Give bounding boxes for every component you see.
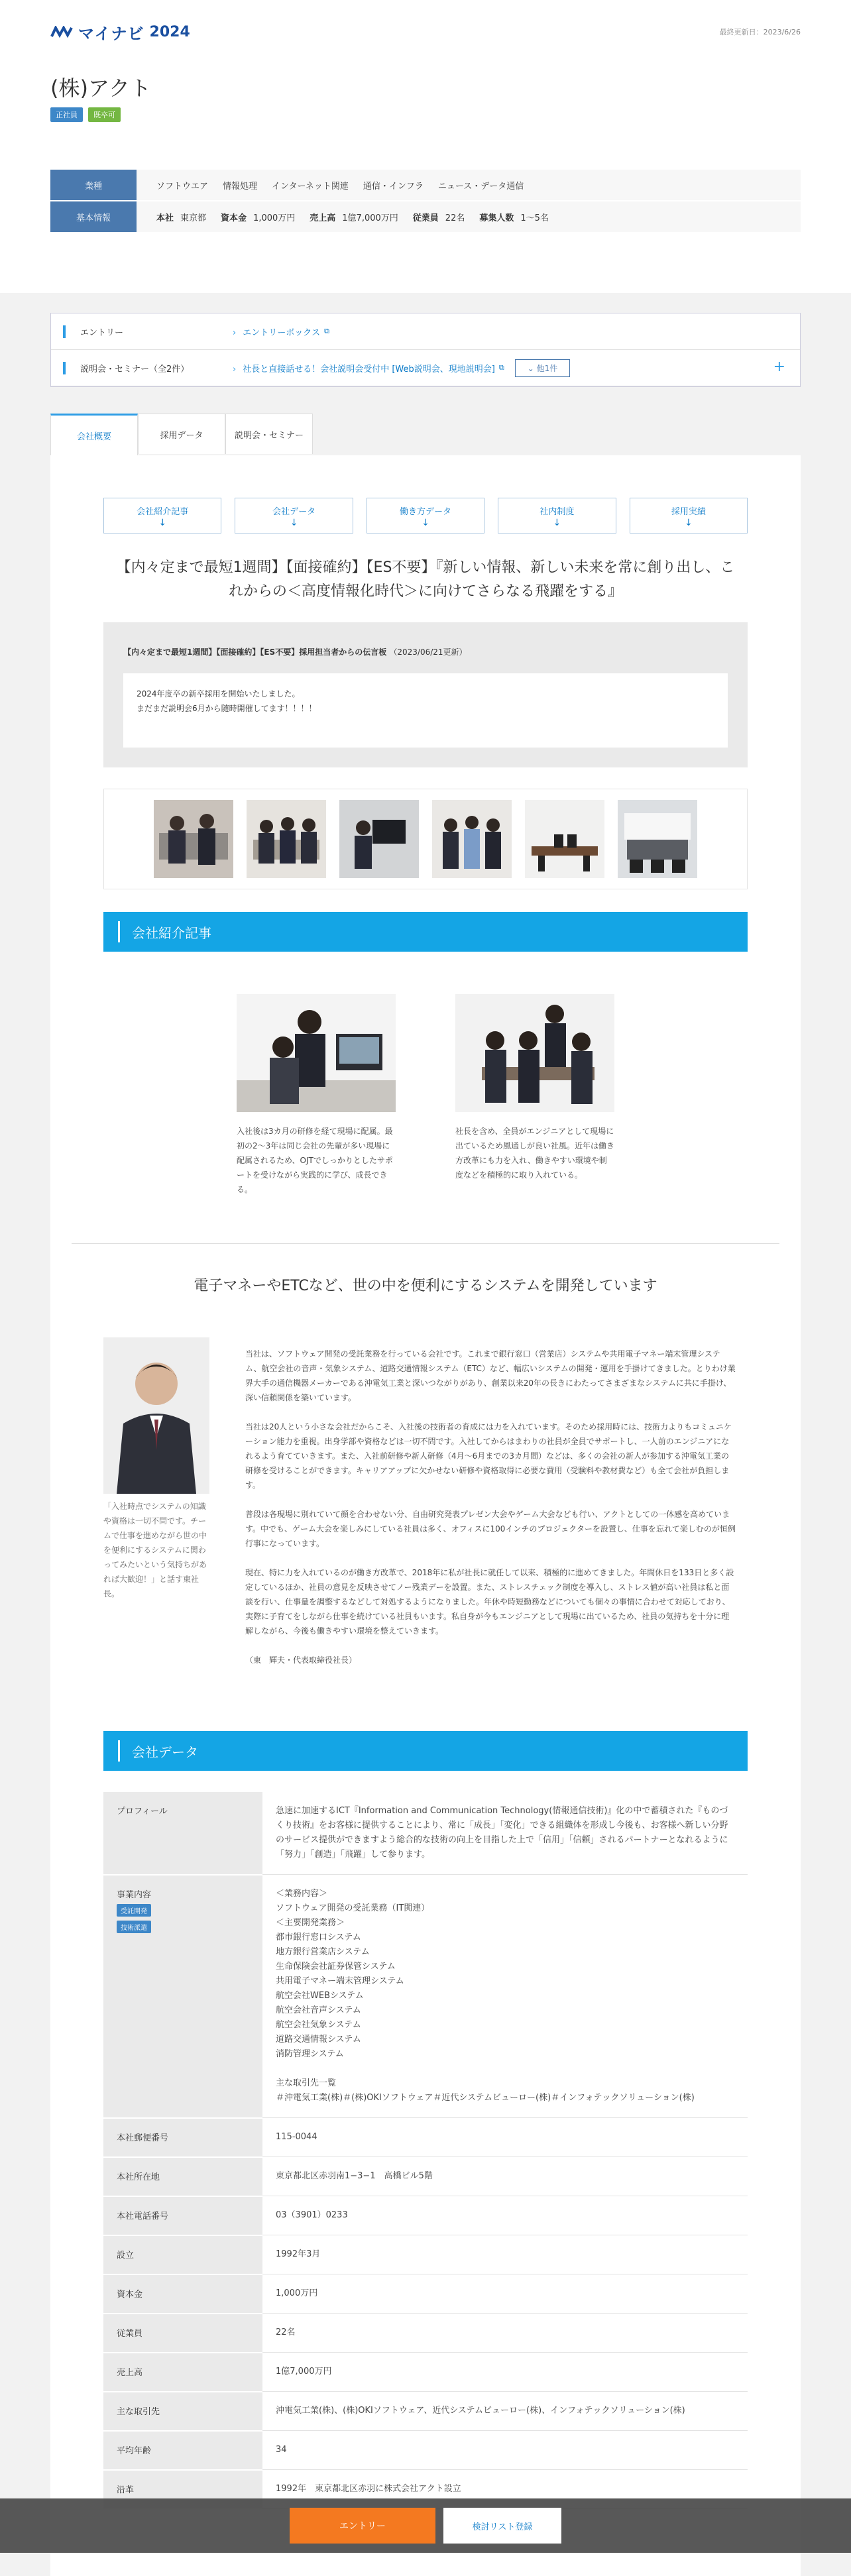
logo-year: 2024 [149,23,190,40]
office-photo [455,994,614,1112]
arrow-down-icon: ↓ [422,517,429,528]
catch-copy: 【内々定まで最短1週間】【面接確約】【ES不要】『新しい情報、新しい未来を常に創り出し、これからの＜高度情報化時代＞に向けてさらなる飛躍をする』 [116,559,735,600]
row-value: 03（3901）0233 [262,2196,748,2235]
tab-company-overview[interactable]: 会社概要 [50,414,138,455]
arrow-down-icon: ↓ [158,517,167,528]
row-label: 本社郵便番号 [103,2118,262,2157]
entry-button[interactable]: エントリー [290,2508,435,2544]
main-content [50,455,801,2576]
arrow-down-icon: ↓ [684,517,693,528]
industry-item: ニュース・データ通信 [437,181,524,192]
row-value: 1992年3月 [262,2235,748,2274]
tab-recruit-data[interactable]: 採用データ [138,414,225,454]
gallery-thumbnail[interactable] [618,800,697,878]
row-label: 事業内容 受託開発 技術派遣 [103,1875,262,2118]
last-updated: 最終更新日：2023/6/26 [719,28,801,36]
company-name: (株)アクト [50,76,152,101]
row-value: 沖電気工業(株)、(株)OKIソフトウェア、近代システムビューロー(株)、インフォテックソリューション(株) [262,2392,748,2431]
row-label: 従業員 [103,2314,262,2353]
seminar-link[interactable]: › 社長と直接話せる！会社説明会受付中 [Web説明会、現地説明会] [233,362,495,374]
article-title: 電子マネーやETCなど、世の中を便利にするシステムを開発しています [194,1278,657,1294]
gallery-thumbnail[interactable] [525,800,604,878]
gallery-thumbnail[interactable] [247,800,326,878]
anchor-hiring-record[interactable]: 採用実績 ↓ [630,498,748,533]
more-seminars-button[interactable]: ⌄ 他1件 [515,359,571,377]
industry-item: インターネット関連 [272,181,349,192]
expand-plus-icon[interactable]: + [773,359,785,375]
graduate-tag: 既卒可 [88,107,121,122]
business-tag: 技術派遣 [117,1921,151,1933]
row-value: 34 [262,2431,748,2470]
section-divider [72,1243,779,1244]
ceo-caption: 「入社時点でシステムの知識や資格は一切不問です。チームで仕事を進めながら世の中を便利にするシステムに関わってみたいという気持ちがあれば大歓迎！」と話す東社長。 [103,1502,207,1598]
message-board [103,622,748,767]
photo-caption: 入社後は3カ月の研修を経て現場に配属。最初の2～3年は同じ会社の先輩が多い現場に配属されるため、OJTでしっかりとしたサポートを受けながら実践的に学び、成長できる。 [237,1127,393,1194]
message-line: 2024年度卒の新卒採用を開始いたしました。 [137,689,300,699]
gallery-thumbnail[interactable] [432,800,512,878]
article-paragraph: 現在、特に力を入れているのが働き方改革で、2018年に私が社長に就任して以来、積極的に進めてきました。年間休日を133日と多く設定しているほか、社員の意見を反映させてノー残業デーを設置。また、ストレスチェック制度を導入し、ストレス値が高い社員は私と面談を行い、仕事量を調整するなどして対処するようになりました。年休や時短勤務などについても個々の事情に合わせて対応しており、実際に子育てをしながら仕事を続けている社員もいます。私自身が今もエンジニアとして現場に出ているため、社員の気持ちを十分に理解しながら、今後も働きやすい環境を整えていきます。 [245,1568,734,1636]
site-logo[interactable] [50,21,190,44]
company-data-table [103,1792,748,2510]
message-board-title: 【内々定まで最短1週間】【面接確約】【ES不要】採用担当者からの伝言板 （2023/06/21更新） [123,647,467,657]
chevron-down-icon: ⌄ [527,363,537,373]
ceo-photo [103,1337,209,1494]
industry-item: ソフトウエア [156,181,209,192]
industry-item: 通信・インフラ [363,181,424,192]
row-value: 1992年 東京都北区赤羽に株式会社アクト設立 [262,2470,748,2509]
row-value: 22名 [262,2314,748,2353]
row-label: プロフィール [103,1792,262,1875]
business-tag: 受託開発 [117,1904,151,1917]
gallery-thumbnail[interactable] [154,800,233,878]
section-heading-intro: 会社紹介記事 [103,912,748,952]
logo-text: マイナビ [78,24,144,43]
entry-box-link[interactable]: › エントリーボックス [233,325,320,338]
external-link-icon: ⧉ [324,327,329,335]
industry-label: 業種 [50,170,137,200]
anchor-company-data[interactable]: 会社データ ↓ [235,498,353,533]
gallery-thumbnail[interactable] [339,800,419,878]
sticky-action-bar [0,2498,851,2553]
basic-info-item: 従業員 22名 [412,213,465,223]
row-value: 1,000万円 [262,2274,748,2314]
article-signature: （東 輝夫・代表取締役社長） [245,1655,357,1665]
basic-info-item: 本社 東京都 [156,213,207,223]
row-value: 急速に加速するICT『Information and Communication Technology(情報通信技術)』化の中で蓄積された『ものづくり技術』をお客様に提供することにより、常に「成長」「変化」できる組織体を形成し今後も、お客様へ新しい分野のサービス提供ができますよう総合的な技術の向上を目指した上で「信用」「信頼」されるパートナーとなれるように「努力」「創造」「飛躍」して参ります。 [262,1792,748,1875]
basic-info-item: 募集人数 1～5名 [479,213,549,223]
tab-seminars[interactable]: 説明会・セミナー [225,414,313,454]
add-to-list-button[interactable]: 検討リスト登録 [443,2508,561,2544]
arrow-down-icon: ↓ [290,517,298,528]
row-label: 売上高 [103,2353,262,2392]
row-value: 東京都北区赤羽南1−3−1 高橋ビル5階 [262,2157,748,2196]
row-value: 1億7,000万円 [262,2353,748,2392]
article-paragraph: 当社は20人という小さな会社だからこそ、入社後の技術者の育成には力を入れています。そのため採用時には、技術力よりもコミュニケーション能力を重視。出身学部や資格などは一切不問です。入社してからはまわりの社員が全員でサポートし、一人前のエンジニアになれるよう育てていきます。また、入社前研修や新人研修（4月～6月までの3カ月間）などは、多くの会社の新人が参加する沖電気工業の研修を受けることができます。キャリアアップに欠かせない研修や資格取得に必要な費用（受験料や教材費など）も全て会社が負担します。 [245,1422,732,1490]
article-paragraph: 普段は各現場に別れていて顔を合わせない分、自由研究発表プレゼン大会やゲーム大会なども行い、アクトとしての一体感を高めています。中でも、ゲーム大会を楽しみにしている社員は多く、オフィスに100インチのプロジェクターを設置し、仕事を忘れて楽しむのが恒例行事になっています。 [245,1510,736,1548]
arrow-down-icon: ↓ [553,517,561,528]
external-link-icon: ⧉ [498,363,504,372]
photo-gallery [103,789,748,889]
basic-info-item: 資本金 1,000万円 [221,213,296,223]
entry-label: エントリー [63,325,233,338]
basic-info-label: 基本情報 [50,201,137,232]
row-value: ＜業務内容＞ ソフトウェア開発の受託業務（IT関連） ＜主要開発業務＞ 都市銀行窓口システム 地方銀行営業店システム 生命保険会社証券保管システム 共用電子マネー端末管理システム 航空会社WEBシステム 航空会社音声システム 航空会社気象システム 道路交通情報システム 消防管理システム 主な取引先一覧 ＃沖電気工業(株)＃(株)OKIソフトウェア＃近代システムビューロー(株)＃インフォテックソリューション(株) [262,1875,748,2118]
employment-tag: 正社員 [50,107,83,122]
anchor-company-article[interactable]: 会社紹介記事 ↓ [103,498,221,533]
anchor-workstyle-data[interactable]: 働き方データ ↓ [367,498,484,533]
section-heading-data: 会社データ [103,1731,748,1771]
row-label: 本社電話番号 [103,2196,262,2235]
row-label: 沿革 [103,2470,262,2509]
office-photo [237,994,396,1112]
row-label: 平均年齢 [103,2431,262,2470]
row-label: 主な取引先 [103,2392,262,2431]
anchor-company-system[interactable]: 社内制度 ↓ [498,498,616,533]
seminar-label: 説明会・セミナー（全2件） [63,362,233,374]
article-paragraph: 当社は、ソフトウェア開発の受託業務を行っている会社です。これまで銀行窓口（営業店）システムや共用電子マネー端末管理システム、航空会社の音声・気象システム、道路交通情報システム（ETC）など、幅広いシステムの開発・運用を手掛けてきました。とりわけ業界大手の通信機器メーカーである沖電気工業と深いつながりがあり、創業以来20年の長きにわたってさまざまなシステムに共に手掛け、深い信頼関係を築いています。 [245,1349,736,1402]
photo-caption: 社長を含め、全員がエンジニアとして現場に出ているため風通しが良い社風。近年は働き方改革にも力を入れ、働きやすい環境や制度などを積極的に取り入れている。 [455,1127,615,1180]
basic-info-item: 売上高 1億7,000万円 [310,213,398,223]
company-info-table [50,170,801,233]
row-label: 本社所在地 [103,2157,262,2196]
message-line: まだまだ説明会6月から随時開催してます！！！！ [137,704,317,713]
row-label: 設立 [103,2235,262,2274]
row-value: 115-0044 [262,2118,748,2157]
entry-box [50,313,801,387]
industry-item: 情報処理 [223,181,258,192]
article-body [245,1347,736,1682]
row-label: 資本金 [103,2274,262,2314]
mynavi-logo-icon [50,26,73,38]
